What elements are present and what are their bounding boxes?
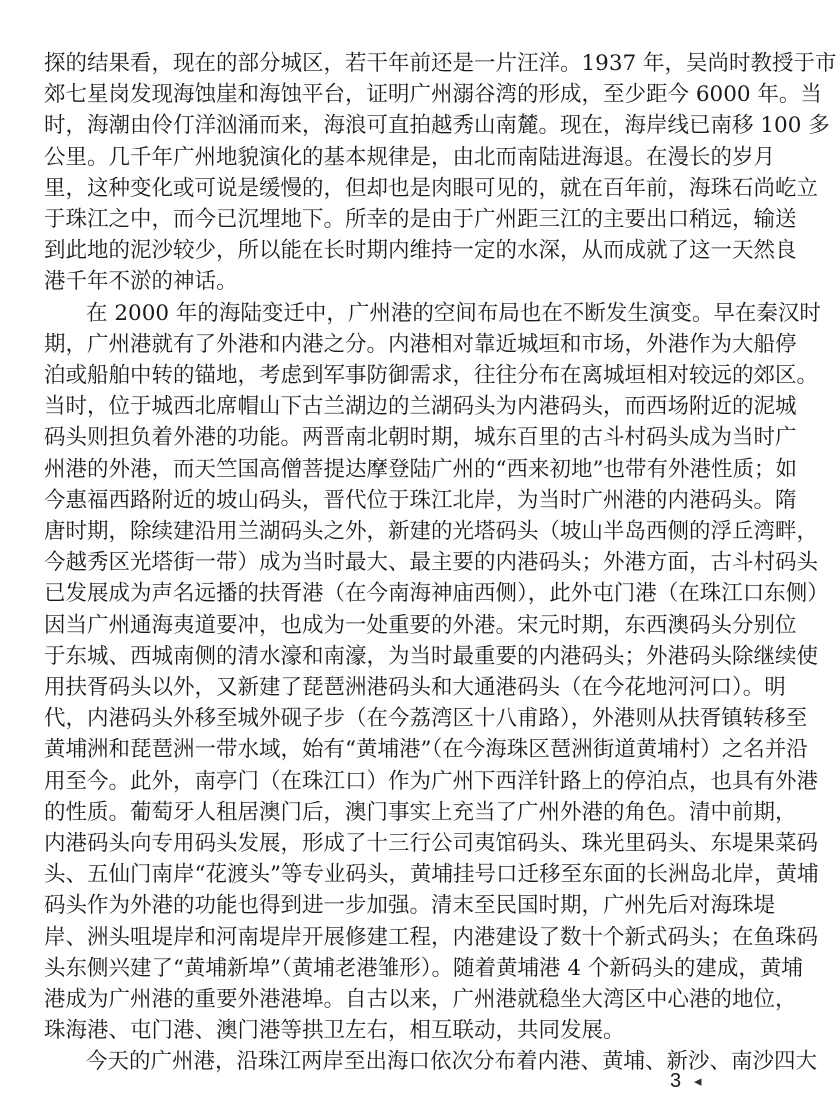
text-line: 头、五仙门南岸“花渡头”等专业码头，黄埔挂号口迁移至东面的长洲岛北岸，黄埔 xyxy=(44,862,819,888)
text-line: 今越秀区光塔街一带）成为当时最大、最主要的内港码头；外港方面，古斗村码头 xyxy=(44,550,819,576)
page-number: 3 xyxy=(670,1070,682,1092)
text-line: 今天的广州港，沿珠江两岸至出海口依次分布着内港、黄埔、新沙、南沙四大 xyxy=(86,1049,818,1075)
text-line: 黄埔洲和琵琶洲一带水域，始有“黄埔港”（在今海珠区琶洲街道黄埔村）之名并沿 xyxy=(44,737,808,763)
text-line: 泊或船舶中转的锚地，考虑到军事防御需求，往往分布在离城垣相对较远的郊区。 xyxy=(44,363,819,388)
text-line: 因当广州通海夷道要冲，也成为一处重要的外港。宋元时期，东西澳码头分别位 xyxy=(44,612,797,638)
text-line: 今惠福西路附近的坡山码头，晋代位于珠江北岸，为当时广州港的内港码头。隋 xyxy=(44,487,797,513)
text-line: 用至今。此外，南亭门（在珠江口）作为广州下西洋针路上的停泊点，也具有外港 xyxy=(44,768,819,794)
text-line: 州港的外港，而天竺国高僧菩提达摩登陆广州的“西来初地”也带有外港性质；如 xyxy=(44,456,797,482)
text-line: 时，海潮由伶仃洋汹涌而来，海浪可直拍越秀山南麓。现在，海岸线已南移 100 多 xyxy=(44,113,830,139)
text-line: 用扶胥码头以外，又新建了琵琶洲港码头和大通港码头（在今花地河河口）。明 xyxy=(44,675,786,700)
text-line: 在 2000 年的海陆变迁中，广州港的空间布局也在不断发生演变。早在秦汉时 xyxy=(86,300,821,326)
text-line: 到此地的泥沙较少，所以能在长时期内维持一定的水深，从而成就了这一天然良 xyxy=(44,238,797,264)
text-line: 当时，位于城西北席帽山下古兰湖边的兰湖码头为内港码头，而西场附近的泥城 xyxy=(44,394,797,420)
text-line: 于东城、西城南侧的清水濠和南濠，为当时最重要的内港码头；外港码头除继续使 xyxy=(44,643,819,669)
text-line: 公里。几千年广州地貌演化的基本规律是，由北而南陆进海退。在漫长的岁月 xyxy=(44,144,776,170)
text-line: 已发展成为声名远播的扶胥港（在今南海神庙西侧），此外屯门港（在珠江口东侧） xyxy=(44,581,829,607)
text-line: 内港码头向专用码头发展，形成了十三行公司夷馆码头、珠光里码头、东堤果菜码 xyxy=(44,831,819,856)
text-line: 期，广州港就有了外港和内港之分。内港相对靠近城垣和市场，外港作为大船停 xyxy=(44,331,797,357)
text-line: 码头作为外港的功能也得到进一步加强。清末至民国时期，广州先后对海珠堤 xyxy=(44,893,776,919)
text-line: 码头则担负着外港的功能。两晋南北朝时期，城东百里的古斗村码头成为当时广 xyxy=(44,425,797,451)
page-marker-icon: ◂ xyxy=(694,1072,702,1090)
text-line: 探的结果看，现在的部分城区，若干年前还是一片汪洋。1937 年，吴尚时教授于市 xyxy=(44,51,837,76)
text-line: 于珠江之中，而今已沉埋地下。所幸的是由于广州距三江的主要出口稍远，输送 xyxy=(44,207,797,232)
text-line: 里，这种变化或可说是缓慢的，但却也是肉眼可见的，就在百年前，海珠石尚屹立 xyxy=(44,175,819,201)
text-line: 珠海港、屯门港、澳门港等拱卫左右，相互联动，共同发展。 xyxy=(44,1018,625,1044)
text-line: 代，内港码头外移至城外砚子步（在今荔湾区十八甫路），外港则从扶胥镇转移至 xyxy=(44,706,808,732)
text-line: 的性质。葡萄牙人租居澳门后，澳门事实上充当了广州外港的角色。清中前期， xyxy=(44,799,797,825)
text-line: 头东侧兴建了“黄埔新埠”（黄埔老港雏形）。随着黄埔港 4 个新码头的建成，黄埔 xyxy=(44,955,803,981)
text-line: 唐时期，除续建沿用兰湖码头之外，新建的光塔码头（坡山半岛西侧的浮丘湾畔， xyxy=(44,519,819,544)
text-line: 港成为广州港的重要外港港埠。自古以来，广州港就稳坐大湾区中心港的地位， xyxy=(44,987,797,1012)
text-line: 岸、洲头咀堤岸和河南堤岸开展修建工程，内港建设了数十个新式码头；在鱼珠码 xyxy=(44,924,819,950)
text-line: 港千年不淤的神话。 xyxy=(44,269,238,295)
text-line: 郊七星岗发现海蚀崖和海蚀平台，证明广州溺谷湾的形成，至少距今 6000 年。当 xyxy=(44,82,822,108)
